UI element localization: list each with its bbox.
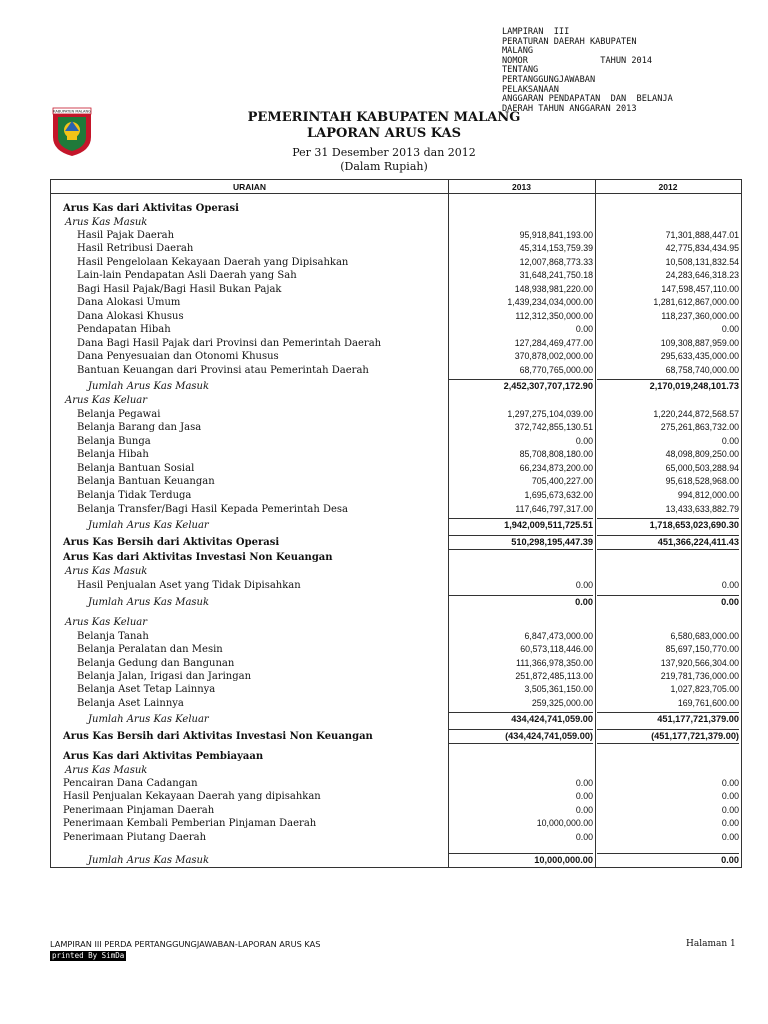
value-2012: 0.00 [721,791,739,801]
value-2012: 1,220,244,872,568.57 [653,409,739,419]
value-2012: 71,301,888,447.01 [665,230,739,240]
value-2012: 2,170,019,248,101.73 [649,381,739,391]
value-2013: 66,234,873,200.00 [519,463,593,473]
total-rule [449,535,593,536]
table-row [51,730,741,743]
table-row [51,790,741,803]
lampiran-line: LAMPIRAN III [502,27,570,37]
column-header-2013: 2013 [512,182,531,192]
row-label: Pencairan Dana Cadangan [63,778,198,789]
table-row [51,670,741,683]
value-2012: 0.00 [721,324,739,334]
logo-text: KABUPATEN MALANG [53,109,91,114]
value-2013: 10,000,000.00 [536,818,593,828]
cash-flow-table [50,179,742,868]
value-2012: 147,598,457,110.00 [661,284,739,294]
table-row [51,489,741,502]
table-row [51,643,741,656]
table-row [51,551,741,564]
row-label: Dana Penyesuaian dan Otonomi Khusus [77,351,279,362]
row-label: Arus Kas dari Aktivitas Operasi [63,203,239,214]
value-2013: 0.00 [575,597,593,607]
lampiran-line: PELAKSANAAN [502,84,559,95]
row-label: Belanja Bunga [77,436,151,447]
table-row [51,683,741,696]
value-2012: 13,433,633,882.79 [665,504,739,514]
value-2013: 127,284,469,477.00 [514,338,593,348]
value-2013: 434,424,741,059.00 [511,714,593,724]
row-label: Belanja Tidak Terduga [77,490,192,501]
value-2013: 112,312,350,000.00 [515,311,593,321]
table-row [51,216,741,229]
value-2012: 0.00 [721,805,739,815]
table-header [51,180,741,194]
table-row [51,462,741,475]
value-2012: (451,177,721,379.00) [651,731,739,741]
value-2013: 0.00 [575,791,593,801]
table-row [51,697,741,710]
row-label: Belanja Gedung dan Bangunan [77,658,235,669]
value-2012: 275,261,863,732.00 [660,422,739,432]
footer-note: LAMPIRAN III PERDA PERTANGGUNGJAWABAN-LAPORAN ARUS KAS [50,939,321,949]
value-2013: 12,007,868,773.33 [519,257,593,267]
value-2013: 0.00 [575,805,593,815]
row-label: Bagi Hasil Pajak/Bagi Hasil Bukan Pajak [77,284,282,295]
value-2013: 148,938,981,220.00 [514,284,593,294]
row-label: Belanja Tanah [77,631,149,642]
value-2013: 111,366,978,350.00 [516,658,593,668]
value-2012: 65,000,503,288.94 [665,463,739,473]
value-2012: 137,920,566,304.00 [660,658,739,668]
value-2013: (434,424,741,059.00) [505,731,593,741]
page-title-pemerintah: PEMERINTAH KABUPATEN MALANG [247,110,521,125]
value-2012: 95,618,528,968.00 [665,476,739,486]
value-2013: 60,573,118,446.00 [520,644,593,654]
table-row [51,630,741,643]
row-label: Dana Alokasi Umum [77,297,181,308]
row-label: Penerimaan Piutang Daerah [63,832,207,843]
value-2013: 3,505,361,150.00 [524,684,593,694]
value-2012: 295,633,435,000.00 [660,351,739,361]
value-2013: 370,878,002,000.00 [514,351,593,361]
row-label: Hasil Retribusi Daerah [77,243,194,254]
row-label: Belanja Hibah [77,449,149,460]
value-2013: 705,400,227.00 [531,476,593,486]
value-2013: 31,648,241,750.18 [519,270,593,280]
row-label: Arus Kas Masuk [65,217,148,228]
total-rule [449,379,593,380]
row-label: Arus Kas dari Aktivitas Investasi Non Keuangan [63,552,333,563]
total-rule [597,729,739,730]
value-2013: 251,872,485,113.00 [515,671,593,681]
row-label: Arus Kas Bersih dari Aktivitas Investasi Non Keuangan [63,731,373,742]
total-rule [449,743,593,744]
table-row [51,579,741,592]
table-row [51,804,741,817]
table-row [51,350,741,363]
row-label: Hasil Pengelolaan Kekayaan Daerah yang Dipisahkan [77,257,349,268]
table-row [51,310,741,323]
table-row [51,380,741,393]
table-row [51,519,741,532]
table-row [51,777,741,790]
total-rule [597,518,739,519]
row-label: Arus Kas Bersih dari Aktivitas Operasi [63,537,280,548]
total-rule [449,712,593,713]
value-2013: 85,708,808,180.00 [519,449,593,459]
value-2012: 994,812,000.00 [677,490,739,500]
table-row [51,448,741,461]
value-2013: 0.00 [575,580,593,590]
row-label: Jumlah Arus Kas Masuk [88,381,210,392]
table-row [51,283,741,296]
row-label: Belanja Barang dan Jasa [77,422,202,433]
row-label: Jumlah Arus Kas Masuk [88,855,210,866]
table-row [51,503,741,516]
table-row [51,565,741,578]
row-label: Belanja Aset Tetap Lainnya [77,684,216,695]
value-2012: 109,308,887,959.00 [660,338,739,348]
row-label: Penerimaan Kembali Pemberian Pinjaman Daerah [63,818,317,829]
lampiran-line: PERTANGGUNGJAWABAN [502,74,596,85]
value-2013: 1,439,234,034,000.00 [507,297,593,307]
value-2012: 10,508,131,832.54 [665,257,739,267]
value-2012: 0.00 [721,580,739,590]
value-2013: 45,314,153,759.39 [519,243,593,253]
total-rule [597,549,739,550]
row-label: Belanja Transfer/Bagi Hasil Kepada Pemerintah Desa [77,504,349,515]
table-row [51,596,741,609]
lampiran-line: MALANG [502,46,534,57]
report-period: Per 31 Desember 2013 dan 2012 [292,146,476,159]
total-rule [449,518,593,519]
table-row [51,364,741,377]
printed-by-badge: printed By SimDa [52,951,125,960]
value-2012: 24,283,646,318.23 [665,270,739,280]
table-row [51,435,741,448]
row-label: Arus Kas Keluar [65,395,147,406]
value-2013: 0.00 [575,436,593,446]
value-2012: 68,758,740,000.00 [665,365,739,375]
row-label: Arus Kas Keluar [65,617,147,628]
report-unit: (Dalam Rupiah) [340,160,428,173]
value-2012: 118,237,360,000.00 [661,311,739,321]
row-label: Belanja Aset Lainnya [77,698,184,709]
value-2013: 372,742,855,130.51 [514,422,593,432]
value-2012: 6,580,683,000.00 [670,631,739,641]
row-label: Penerimaan Pinjaman Daerah [63,805,215,816]
row-label: Dana Alokasi Khusus [77,311,184,322]
value-2013: 1,942,009,511,725.51 [504,520,593,530]
total-rule [449,729,593,730]
value-2012: 451,177,721,379.00 [657,714,739,724]
table-row [51,536,741,549]
total-rule [597,712,739,713]
value-2013: 0.00 [575,324,593,334]
total-rule [449,853,593,854]
row-label: Bantuan Keuangan dari Provinsi atau Pemerintah Daerah [77,365,369,376]
row-label: Jumlah Arus Kas Keluar [88,520,209,531]
column-header-uraian: URAIAN [232,182,267,192]
value-2012: 85,697,150,770.00 [665,644,739,654]
value-2012: 451,366,224,411.43 [657,537,739,547]
table-row [51,817,741,830]
value-2012: 1,281,612,867,000.00 [653,297,739,307]
table-row [51,269,741,282]
value-2012: 0.00 [721,436,739,446]
lampiran-header [502,28,752,114]
value-2013: 2,452,307,707,172.90 [503,381,593,391]
value-2013: 6,847,473,000.00 [524,631,593,641]
value-2013: 1,695,673,632.00 [524,490,593,500]
row-label: Pendapatan Hibah [77,324,171,335]
table-row [51,831,741,844]
total-rule [597,595,739,596]
row-label: Belanja Bantuan Sosial [77,463,195,474]
value-2013: 95,918,841,193.00 [519,230,593,240]
row-label: Arus Kas Masuk [65,566,148,577]
table-row [51,713,741,726]
table-row [51,256,741,269]
table-row [51,475,741,488]
value-2013: 117,646,797,317.00 [515,504,593,514]
lampiran-line: DAERAH TAHUN ANGGARAN 2013 [502,103,637,114]
row-label: Hasil Penjualan Kekayaan Daerah yang dipisahkan [63,791,321,802]
value-2012: 0.00 [721,597,739,607]
table-row [51,616,741,629]
table-row [51,229,741,242]
value-2013: 259,325,000.00 [531,698,593,708]
value-2012: 0.00 [721,832,739,842]
value-2012: 0.00 [721,818,739,828]
lampiran-line: TENTANG [502,65,539,76]
row-label: Hasil Pajak Daerah [77,230,175,241]
lampiran-line: PERATURAN DAERAH KABUPATEN [502,36,637,47]
row-label: Belanja Pegawai [77,409,161,420]
table-row [51,323,741,336]
table-row [51,242,741,255]
row-label: Jumlah Arus Kas Keluar [88,714,209,725]
total-rule [597,853,739,854]
table-row [51,764,741,777]
value-2012: 48,098,809,250.00 [665,449,739,459]
table-row [51,337,741,350]
value-2012: 0.00 [721,855,739,865]
table-row [51,408,741,421]
value-2013: 0.00 [575,778,593,788]
row-label: Belanja Peralatan dan Mesin [77,644,223,655]
value-2013: 1,297,275,104,039.00 [507,409,593,419]
row-label: Dana Bagi Hasil Pajak dari Provinsi dan Pemerintah Daerah [77,338,382,349]
value-2013: 0.00 [575,832,593,842]
total-rule [597,379,739,380]
value-2012: 219,781,736,000.00 [660,671,739,681]
page-number: Halaman 1 [686,939,736,949]
value-2012: 42,775,834,434.95 [665,243,739,253]
column-header-2012: 2012 [658,182,678,192]
value-2013: 68,770,765,000.00 [519,365,593,375]
lampiran-line: ANGGARAN PENDAPATAN DAN BELANJA [502,94,673,105]
table-row [51,394,741,407]
table-row [51,202,741,215]
page-title-laporan: LAPORAN ARUS KAS [306,126,461,141]
row-label: Belanja Jalan, Irigasi dan Jaringan [77,671,252,682]
row-label: Jumlah Arus Kas Masuk [88,597,210,608]
row-label: Arus Kas Masuk [65,765,148,776]
value-2013: 510,298,195,447.39 [511,537,593,547]
total-rule [597,743,739,744]
lampiran-line: NOMOR TAHUN 2014 [502,55,653,66]
row-label: Lain-lain Pendapatan Asli Daerah yang Sah [77,270,297,281]
total-rule [449,595,593,596]
table-row [51,854,741,867]
total-rule [597,535,739,536]
value-2012: 1,027,823,705.00 [670,684,739,694]
row-label: Hasil Penjualan Aset yang Tidak Dipisahkan [77,580,301,591]
table-row [51,421,741,434]
table-row [51,750,741,763]
row-label: Belanja Bantuan Keuangan [77,476,215,487]
total-rule [449,549,593,550]
value-2012: 0.00 [721,778,739,788]
table-row [51,296,741,309]
row-label: Arus Kas dari Aktivitas Pembiayaan [63,751,264,762]
value-2012: 1,718,653,023,690.30 [649,520,739,530]
table-row [51,657,741,670]
value-2013: 10,000,000.00 [534,855,593,865]
value-2012: 169,761,600.00 [677,698,739,708]
